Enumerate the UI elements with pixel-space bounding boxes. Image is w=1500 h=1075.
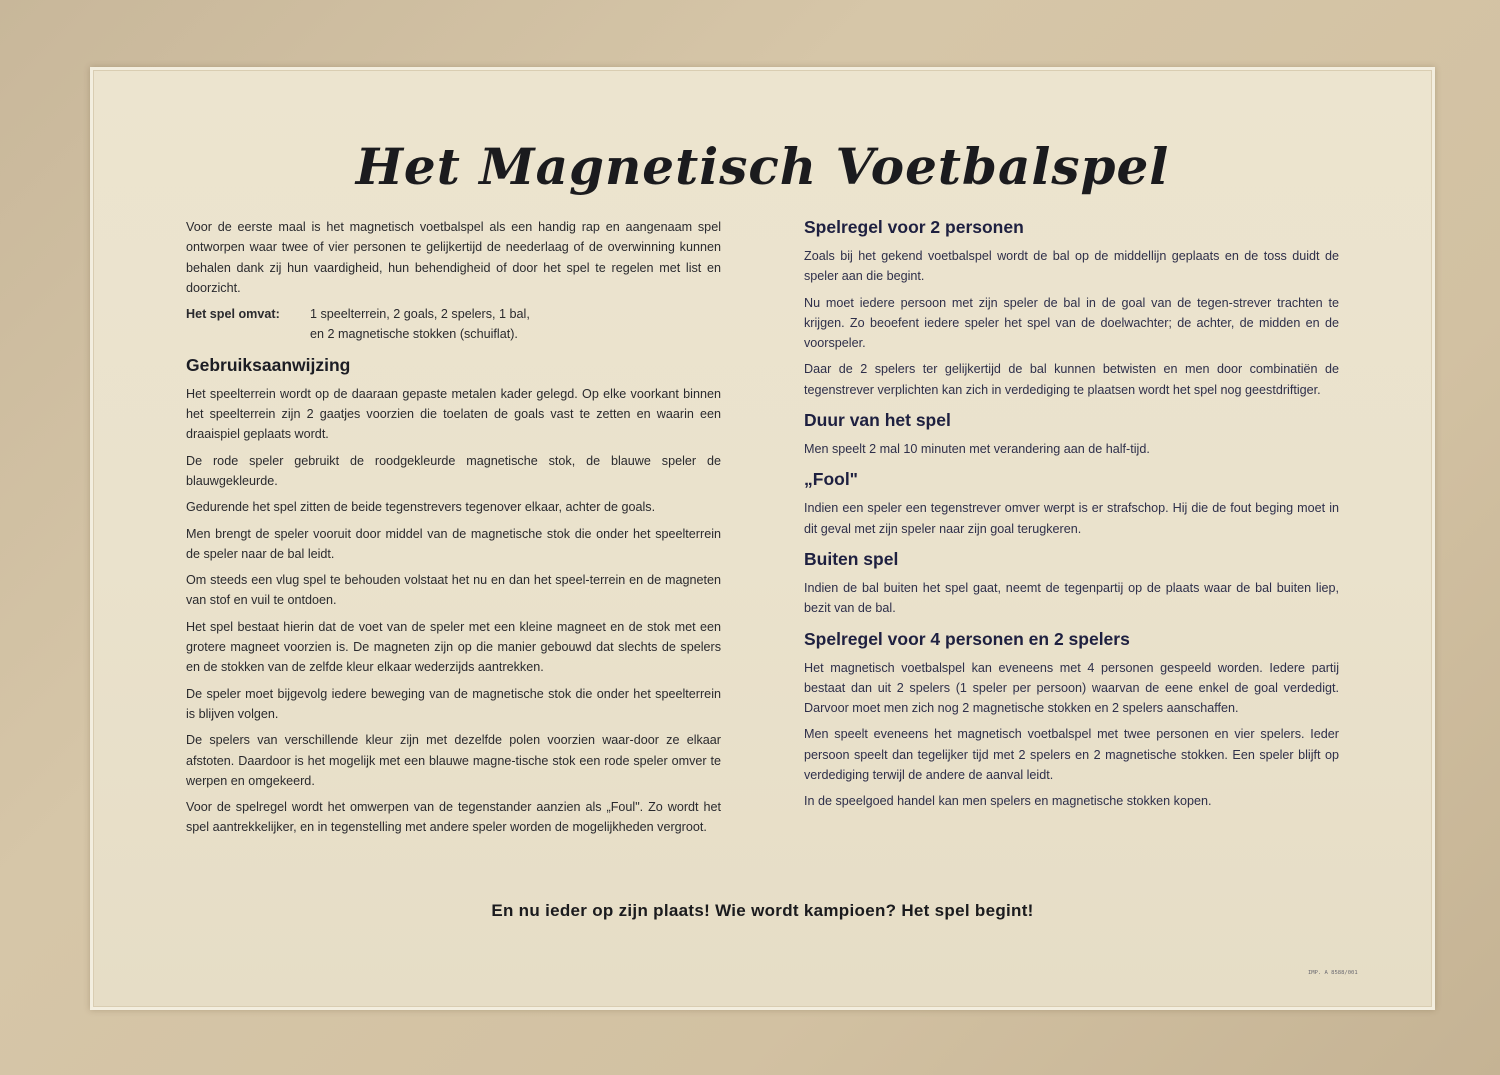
contents-list xyxy=(186,304,721,345)
left-column xyxy=(186,217,721,844)
rule-paragraph: In de speelgoed handel kan men spelers en magnetische stokken kopen. xyxy=(804,794,1212,809)
instruction-paragraph: De speler moet bijgevolg iedere beweging van de magnetische stok die onder het speelterrein is blijven volgen. xyxy=(186,686,721,721)
contents-label: Het spel omvat: xyxy=(186,307,280,322)
section-heading-duration: Duur van het spel xyxy=(804,410,951,431)
rule-paragraph: Men speelt eveneens het magnetisch voetbalspel met twee personen en vier spelers. Ieder persoon speelt dan tegelijker tijd met 2 spelers en 2 magnetische stokken. Een speler blijft op verdediging terwijl de andere de aanval leidt. xyxy=(804,727,1339,783)
instruction-paragraph: De spelers van verschillende kleur zijn met dezelfde polen voorzien waar-door ze elkaar afstoten. Daardoor is het mogelijk met een blauwe magne-tische stok een rode speler omver te werpen en omgekeerd. xyxy=(186,733,721,788)
section-heading-rules-4-players: Spelregel voor 4 personen en 2 spelers xyxy=(804,628,1130,649)
print-code: IMP. A 8588/001 xyxy=(1308,970,1358,976)
closing-line: En nu ieder op zijn plaats! Wie wordt kampioen? Het spel begint! xyxy=(491,901,1034,920)
rule-paragraph: Het magnetisch voetbalspel kan eveneens met 4 personen gespeeld worden. Iedere partij bestaat dan uit 2 spelers (1 speler per persoon) waarvan de eene enkel de goal verdedigt. Darvoor moet men zich nog 2 magnetische stokken en 2 spelers aanschaffen. xyxy=(804,660,1339,716)
rule-paragraph: Indien een speler een tegenstrever omver werpt is er strafschop. Hij die de fout beging moet in dit geval met zijn speler naar zijn goal terugkeren. xyxy=(804,501,1339,536)
right-column xyxy=(804,217,1339,818)
section-heading-rules-2-players: Spelregel voor 2 personen xyxy=(804,217,1024,237)
rule-paragraph: Nu moet iedere persoon met zijn speler de bal in de goal van de tegen-strever trachten te krijgen. Zo beoefent iedere speler het spel van de doelwachter; de achter, de midden en de voorspeler. xyxy=(804,295,1339,351)
intro-paragraph: Voor de eerste maal is het magnetisch voetbalspel als een handig rap en aangenaam spel ontworpen waar twee of vier personen te gelijkertijd de neederlaag of de overwinning kunnen behalen dank zij hun vaardigheid, hun behendigheid of door het spel te regelen met list en doorzicht. xyxy=(186,220,721,295)
contents-items xyxy=(310,304,530,345)
rule-paragraph: Daar de 2 spelers ter gelijkertijd de bal kunnen betwisten en men door combinatiën de tegenstrever verplichten kan zich in verdediging te plaatsen wordt het spel nog geestdriftiger. xyxy=(804,362,1339,397)
instruction-paragraph: Het spel bestaat hierin dat de voet van de speler met een kleine magneet en de stok met een grotere magneet voorzien is. De magneten zijn op die manier gebouwd dat slechts de spelers en de stokken van de zelfde kleur elkaar wederzijds aantrekken. xyxy=(186,619,721,675)
instruction-paragraph: Voor de spelregel wordt het omwerpen van de tegenstander aanzien als „Foul". Zo wordt het spel aantrekkelijker, en in tegenstelling met andere speler worden de mogelijkheden vergroot. xyxy=(186,800,721,835)
contents-line: 1 speelterrein, 2 goals, 2 spelers, 1 bal, xyxy=(310,307,530,322)
contents-line: en 2 magnetische stokken (schuiflat). xyxy=(310,327,518,342)
rule-paragraph: Men speelt 2 mal 10 minuten met verandering aan de half-tijd. xyxy=(804,442,1150,457)
page-title: Het Magnetisch Voetbalspel xyxy=(355,137,1170,196)
rule-paragraph: Indien de bal buiten het spel gaat, neemt de tegenpartij op de plaats waar de bal buiten liep, bezit van de bal. xyxy=(804,580,1339,616)
instruction-paragraph: Het speelterrein wordt op de daaraan gepaste metalen kader gelegd. Op elke voorkant binnen het speelterrein zijn 2 gaatjes voorzien die toelaten de goals vast te zetten en waarin een draaispiel geplaats wordt. xyxy=(186,386,721,442)
instruction-sheet xyxy=(90,67,1435,1010)
instruction-paragraph: Men brengt de speler vooruit door middel van de magnetische stok die onder het speelterrein de speler naar de bal leidt. xyxy=(186,526,721,561)
instruction-paragraph: Om steeds een vlug spel te behouden volstaat het nu en dan het speel-terrein en de magneten van stof en vuil te ontdoen. xyxy=(186,573,721,608)
rule-paragraph: Zoals bij het gekend voetbalspel wordt de bal op de middellijn geplaats en de toss duidt de speler aan die begint. xyxy=(804,249,1339,284)
section-heading-instructions: Gebruiksaanwijzing xyxy=(186,354,351,375)
section-heading-foul: „Fool" xyxy=(804,469,858,490)
instruction-paragraph: De rode speler gebruikt de roodgekleurde magnetische stok, de blauwe speler de blauwgekleurde. xyxy=(186,453,721,488)
section-heading-out-of-play: Buiten spel xyxy=(804,548,899,569)
instruction-paragraph: Gedurende het spel zitten de beide tegenstrevers tegenover elkaar, achter de goals. xyxy=(186,500,656,515)
